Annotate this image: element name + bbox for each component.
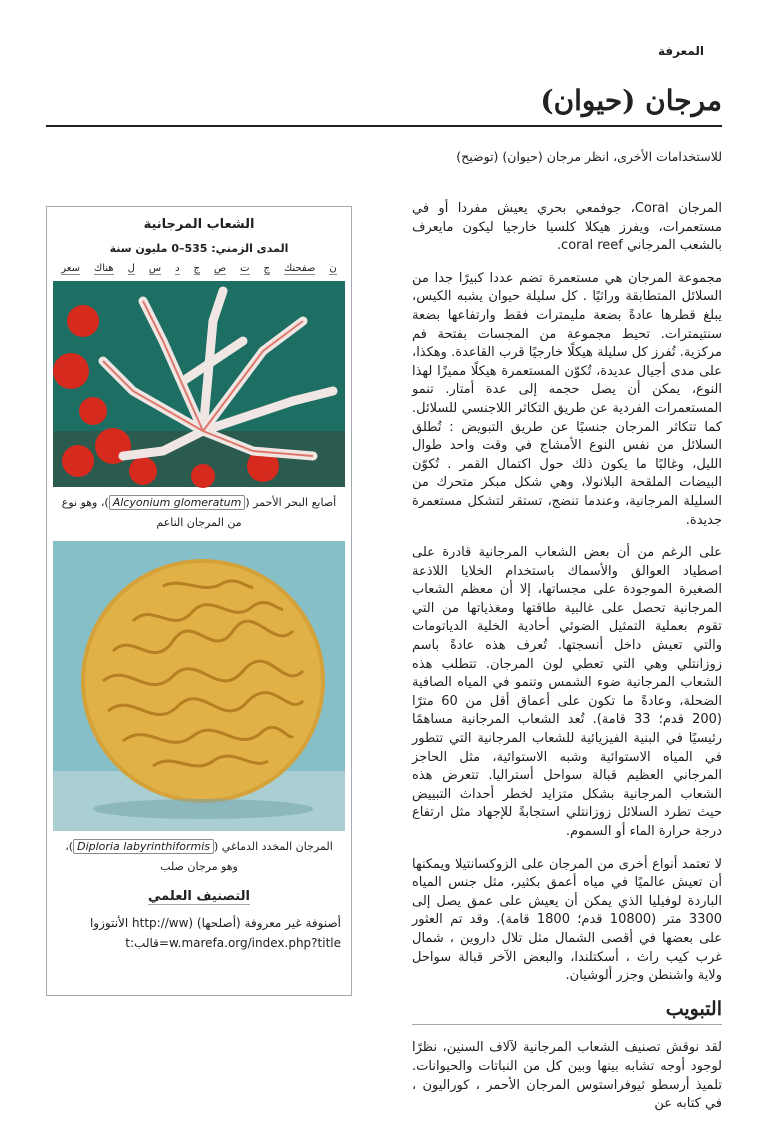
classification-notice [53, 913, 345, 953]
classification-line-2[interactable]: w.marefa.org/index.php?title=قالب:t [125, 936, 341, 950]
soft-coral-illustration [53, 281, 345, 487]
scientific-classification-heading: التصنيف العلمي [148, 889, 250, 904]
infobox-title: الشعاب المرجانية [143, 217, 255, 232]
caption-2 [57, 837, 341, 877]
paragraph-1: المرجان Coral، جوفمعي بحري يعيش مفردا أو في مستعمرات، ويفرز هيكلا كلسيا خارجيا ليكون مايعرف بالشعب المرجاني coral reef. [412, 201, 722, 254]
caption-1-scientific-name[interactable]: Alcyonium glomeratum [109, 495, 246, 510]
period-link[interactable]: ن [329, 263, 337, 274]
caption-2-post: )، وهو مرجان صلب [65, 840, 238, 873]
period-link[interactable]: ل [127, 263, 135, 274]
caption-1-pre: أصابع البحر الأحمر ( [245, 496, 337, 509]
paragraph-2: مجموعة المرجان هي مستعمرة تضم عددا كبيرًا جدا من السلائل المتطابقة وراثيًا . كل سليلة حيوان يشبه الكيس، يبلغ قطرها عادةً بضعة مليمترات فقط وارتفاعها بضعة سنتيمترات. تحيط مجموعة من المجسات بفتحة فم مركزية. تُفرز كل سليلة هيكلًا خارجيًا قرب القاعدة. وهكذا، على مدى أجيال عديدة، تُكوّن المستعمرة هيكلًا مميزًا لهذا النوع، يمكن أن يصل حجمه إلى عدة أمتار. تنمو المستعمرات الفردية عن طريق التكاثر اللاجنسي للسلائل. كما تتكاثر المرجان جنسيًا عن طريق التبويض : تُطلق السلائل من نفس النوع الأمشاج في وقت واحد طوال الليل، وغالبًا ما يكون ذلك حول اكتمال القمر . تُكوّن البيضات الملقحة البلانولا، وهي شكل مبكر متحرك من السليلة المرجانية، وعندما تنضج، تستقر لتشكل مستعمرة جديدة. [412, 270, 722, 528]
period-link[interactable]: صفحنك [283, 263, 316, 274]
period-link[interactable]: سعر [61, 263, 80, 274]
classification-line-1[interactable]: أصنوفة غير معروفة (أصلحها) (http://ww الأنتوزوا [89, 916, 341, 930]
paragraph-4: لا تعتمد أنواع أخرى من المرجان على الزوكسانتيلا ويمكنها أن تعيش عالميًا في مياه أعمق بكثير، مثل جنس المياه الباردة لوفيليا الذي يمكن أن يعيش على عمق يصل إلى 3300 متر (10800 قدم؛ 1800 قامة). وقد تم العثور على بعضها في أقصى الشمال مثل تلال داروين ، شمال غرب كيب راث ، أسكتلندا، والبعض الآخر قبالة سواحل ولاية واشنطن وجزر ألوشيان. [412, 856, 722, 984]
period-link[interactable]: د [175, 263, 180, 274]
caption-2-pre: المرجان المخدد الدماغي ( [214, 840, 333, 853]
period-links [53, 263, 345, 275]
infobox [46, 206, 352, 996]
period-link[interactable]: هناك [93, 263, 114, 274]
coral-image-brain-coral[interactable] [53, 541, 345, 831]
brain-coral-illustration [53, 541, 345, 831]
period-link[interactable]: س [148, 263, 162, 274]
period-link[interactable]: ص [213, 263, 227, 274]
hatnote[interactable]: للاستخدامات الأخرى، انظر مرجان (حيوان) (توضيح) [456, 149, 722, 164]
site-name[interactable]: المعرفة [657, 44, 704, 58]
page-title: مرجان (حيوان) [46, 84, 722, 127]
article-body [412, 200, 722, 1128]
period-link[interactable]: ج [193, 263, 200, 274]
caption-1 [57, 493, 341, 533]
section-heading: التبويب [412, 1000, 722, 1026]
section-paragraph: لقد نوقش تصنيف الشعاب المرجانية لآلاف السنين، نظرًا لوجود أوجه تشابه بينها وبين كل من النباتات والحيوانات. تلميذ أرسطو ثيوفراستوس المرجان الأحمر ، كوراليون ، في كتابه عن [412, 1040, 722, 1112]
period-link[interactable]: ج [263, 263, 270, 274]
infobox-range: المدى الزمني: 535–0 مليون سنة [109, 242, 289, 255]
period-link[interactable]: ت [240, 263, 250, 274]
caption-2-scientific-name[interactable]: Diploria labyrinthiformis [73, 839, 214, 854]
paragraph-3: على الرغم من أن بعض الشعاب المرجانية قادرة على اصطياد العوالق والأسماك باستخدام الخلايا اللاذعة الصغيرة الموجودة على مجساتها، إلا أن معظم الشعاب المرجانية تحصل على غالبية طاقتها ومغذياتها من التي تقوم بعملية التمثيل الضوئي أحادية الخلية الدياتومات والتي تعيش داخل أنسجتها. تُعرف هذه عادةً باسم زوزانتلي وهي التي تعطي لون المرجان. تتطلب هذه الشعاب المرجانية ضوء الشمس وتنمو في المياه الصافية الضحلة، وعادةً ما تكون على أعماق أقل من 60 مترًا (200 قدم؛ 33 قامة). تُعد الشعاب المرجانية مساهمًا رئيسيًا في البنية الفيزيائية للشعاب المرجانية التي تتطور في المياه الاستوائية وشبه الاستوائية، مثل الحاجز المرجاني العظيم قبالة سواحل أستراليا. تتعرض هذه الشعاب المرجانية بشكل متزايد لخطر أحداث التبييض حيث تطرد السلائل زوزانتلي استجابةً للإجهاد مثل ارتفاع درجة حرارة الماء أو السموم. [412, 545, 722, 839]
caption-1-post: )، وهو نوع من المرجان الناعم [61, 496, 242, 529]
coral-image-red-sea-fingers[interactable] [53, 281, 345, 487]
